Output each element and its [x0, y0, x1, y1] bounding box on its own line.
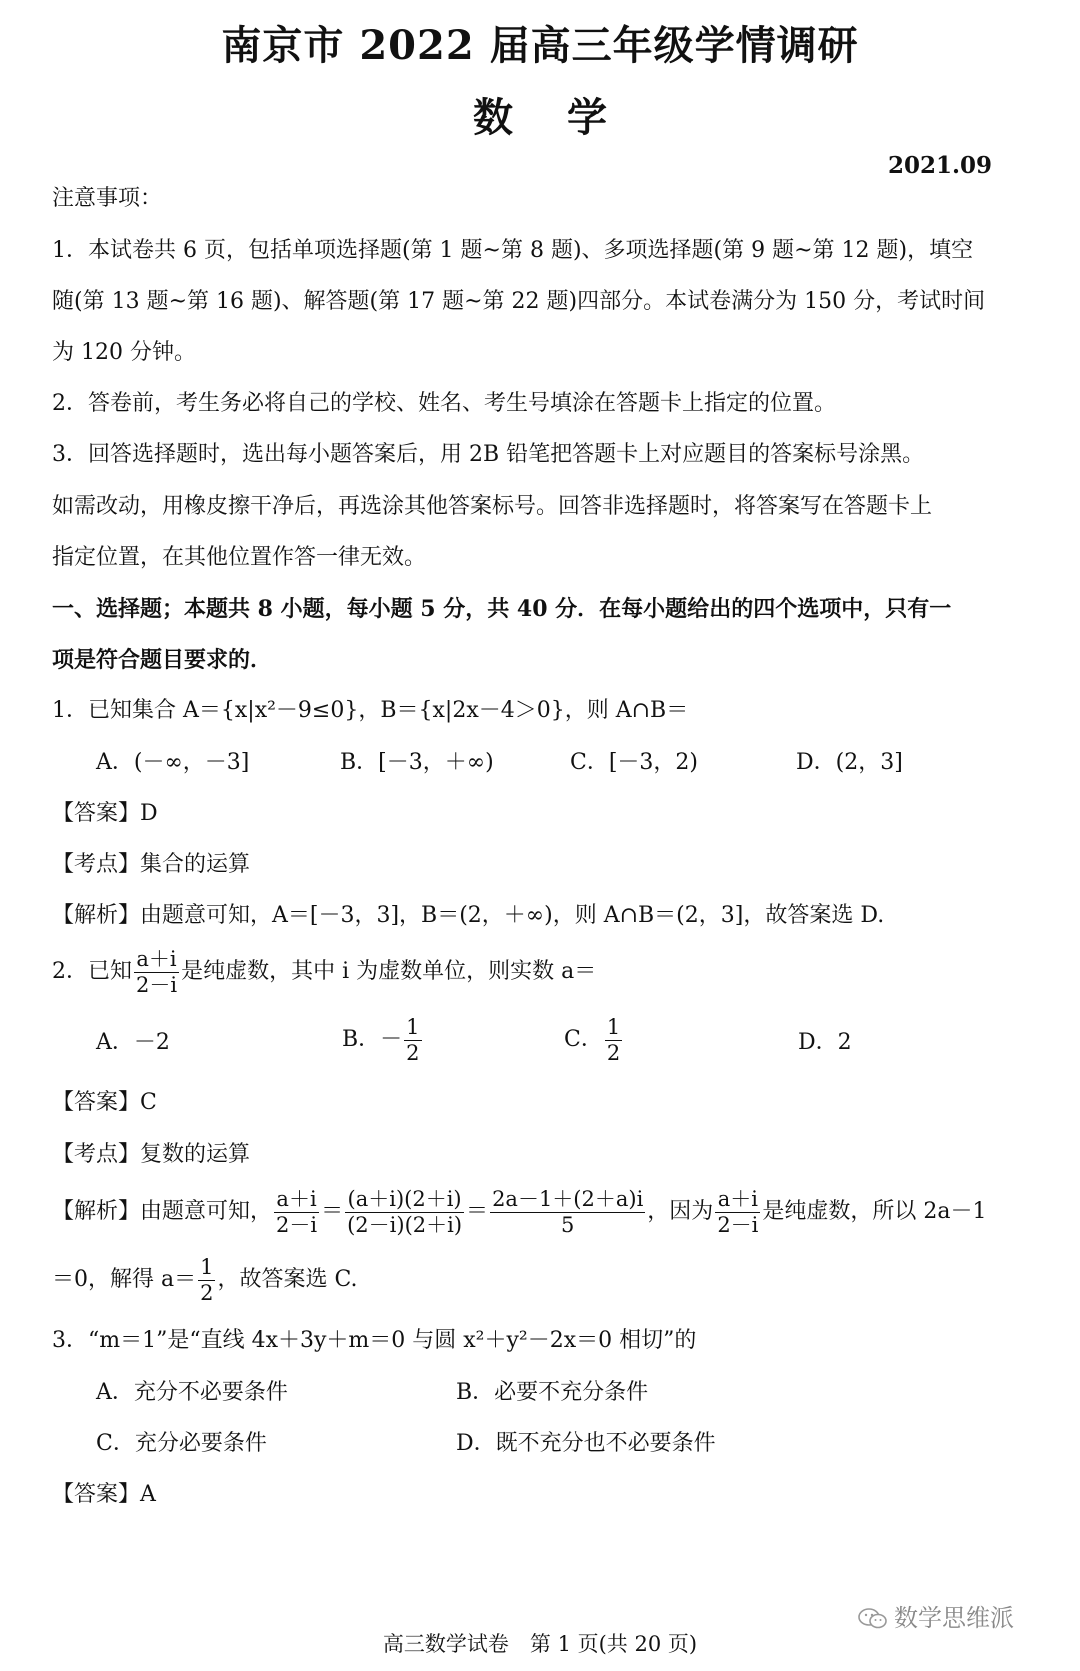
question-2-option-b [342, 1014, 424, 1066]
question-2-option-b-prefix: B．－ [342, 1027, 403, 1052]
fraction-numerator: 1 [406, 1015, 420, 1040]
fraction-numerator: 1 [606, 1015, 621, 1040]
fraction-denominator: 5 [560, 1212, 575, 1237]
question-2-option-c [564, 1014, 624, 1066]
notice-item-1-line-3: 为 120 分钟。 [52, 340, 196, 365]
question-2-stem [52, 946, 596, 998]
question-3-option-c: C．充分必要条件 [96, 1431, 267, 1456]
question-1-option-c: C．[－3，2) [570, 750, 698, 775]
notice-item-2: 2．答卷前，考生务必将自己的学校、姓名、考生号填涂在答题卡上指定的位置。 [52, 391, 836, 416]
question-2-stem-suffix: 是纯虚数，其中 i 为虚数单位，则实数 a＝ [181, 959, 597, 984]
subject-title: 数 学 [473, 94, 607, 141]
equals-sign: ＝ [466, 1199, 489, 1224]
analysis-line-2-suffix: ，故答案选 C. [217, 1267, 358, 1292]
question-2-analysis-line-2 [52, 1252, 358, 1308]
question-2-option-b-fraction [404, 1015, 421, 1064]
notice-item-3-line-3: 指定位置，在其他位置作答一律无效。 [52, 545, 427, 570]
fraction-denominator: 2－i [717, 1212, 759, 1237]
analysis-prefix: 【解析】由题意可知， [52, 1199, 273, 1224]
question-1-option-b: B．[－3，＋∞) [340, 750, 494, 775]
page-footer: 高三数学试卷 第 1 页(共 20 页) [382, 1632, 698, 1656]
watermark-text: 数学思维派 [894, 1604, 1014, 1632]
question-3-option-a: A．充分不必要条件 [96, 1380, 288, 1405]
exam-title: 南京市 2022 届高三年级学情调研 [221, 22, 859, 69]
question-2-option-a: A．－2 [96, 1030, 170, 1055]
notice-heading: 注意事项： [52, 186, 163, 211]
section-1-heading-line-2: 项是符合题目要求的． [52, 647, 273, 673]
analysis-line-2-prefix: ＝0，解得 a＝ [52, 1267, 197, 1292]
fraction-denominator: (2－i)(2＋i) [347, 1212, 463, 1237]
question-3-answer: 【答案】A [52, 1482, 156, 1507]
fraction-numerator: a＋i [715, 1187, 760, 1212]
analysis-fraction-1 [274, 1187, 319, 1236]
analysis-fraction-4 [715, 1187, 760, 1236]
question-2-option-c-prefix: C． [564, 1027, 603, 1052]
fraction-denominator: 2－i [276, 1212, 318, 1237]
notice-item-3-line-1: 3．回答选择题时，选出每小题答案后，用 2B 铅笔把答题卡上对应题目的答案标号涂黑。 [52, 442, 925, 467]
question-1-option-a: A．(－∞，－3] [96, 750, 250, 775]
fraction-denominator: 2 [606, 1040, 621, 1065]
fraction-denominator: 2 [200, 1280, 214, 1305]
question-1-point: 【考点】集合的运算 [52, 852, 251, 877]
section-1-heading-line-1: 一、选择题；本题共 8 小题，每小题 5 分，共 40 分．在每小题给出的四个选项中，只有一 [52, 596, 952, 622]
fraction-numerator: a＋i [274, 1187, 319, 1212]
exam-date: 2021.09 [887, 152, 992, 179]
question-1-stem: 1．已知集合 A＝{x|x²－9≤0}，B＝{x|2x－4＞0}，则 A∩B＝ [52, 698, 689, 723]
fraction-denominator: 2－i [136, 972, 178, 997]
question-2-option-d: D．2 [798, 1030, 852, 1055]
notice-item-3-line-2: 如需改动，用橡皮擦干净后，再选涂其他答案标号。回答非选择题时，将答案写在答题卡上 [52, 494, 933, 519]
question-2-option-c-fraction [605, 1015, 622, 1064]
fraction-numerator: a＋i [134, 947, 179, 972]
notice-item-1-line-1: 1．本试卷共 6 页，包括单项选择题(第 1 题~第 8 题)、多项选择题(第 9 题~第 12 题)，填空 [52, 238, 974, 263]
question-1-answer: 【答案】D [52, 801, 158, 826]
analysis-fraction-2 [345, 1187, 464, 1236]
question-2-answer: 【答案】C [52, 1090, 157, 1115]
question-1-option-d: D．(2，3] [796, 750, 903, 775]
question-2-fraction [134, 947, 179, 996]
question-3-option-d: D．既不充分也不必要条件 [456, 1431, 716, 1456]
equals-sign: ＝ [321, 1199, 344, 1224]
question-1-analysis: 【解析】由题意可知，A＝[－3，3]，B＝(2，＋∞)，则 A∩B＝(2，3]，故答案选 D. [52, 903, 885, 928]
fraction-denominator: 2 [406, 1040, 420, 1065]
fraction-numerator: 1 [200, 1255, 214, 1280]
analysis-suffix: 是纯虚数，所以 2a－1 [762, 1199, 987, 1224]
analysis-half-fraction [198, 1255, 215, 1304]
analysis-mid: ，因为 [647, 1199, 714, 1224]
fraction-numerator: (a＋i)(2＋i) [345, 1187, 464, 1212]
question-2-point: 【考点】复数的运算 [52, 1142, 251, 1167]
question-3-option-b: B．必要不充分条件 [456, 1380, 649, 1405]
question-2-analysis-line-1 [52, 1184, 987, 1240]
question-3-stem: 3．“m＝1”是“直线 4x＋3y＋m＝0 与圆 x²＋y²－2x＝0 相切”的 [52, 1328, 697, 1353]
fraction-numerator: 2a－1＋(2＋a)i [492, 1187, 644, 1212]
analysis-fraction-3 [490, 1187, 645, 1236]
notice-item-1-line-2: 随(第 13 题~第 16 题)、解答题(第 17 题~第 22 题)四部分。本试卷满分为 150 分，考试时间 [52, 289, 986, 314]
question-2-stem-prefix: 2．已知 [52, 959, 132, 984]
